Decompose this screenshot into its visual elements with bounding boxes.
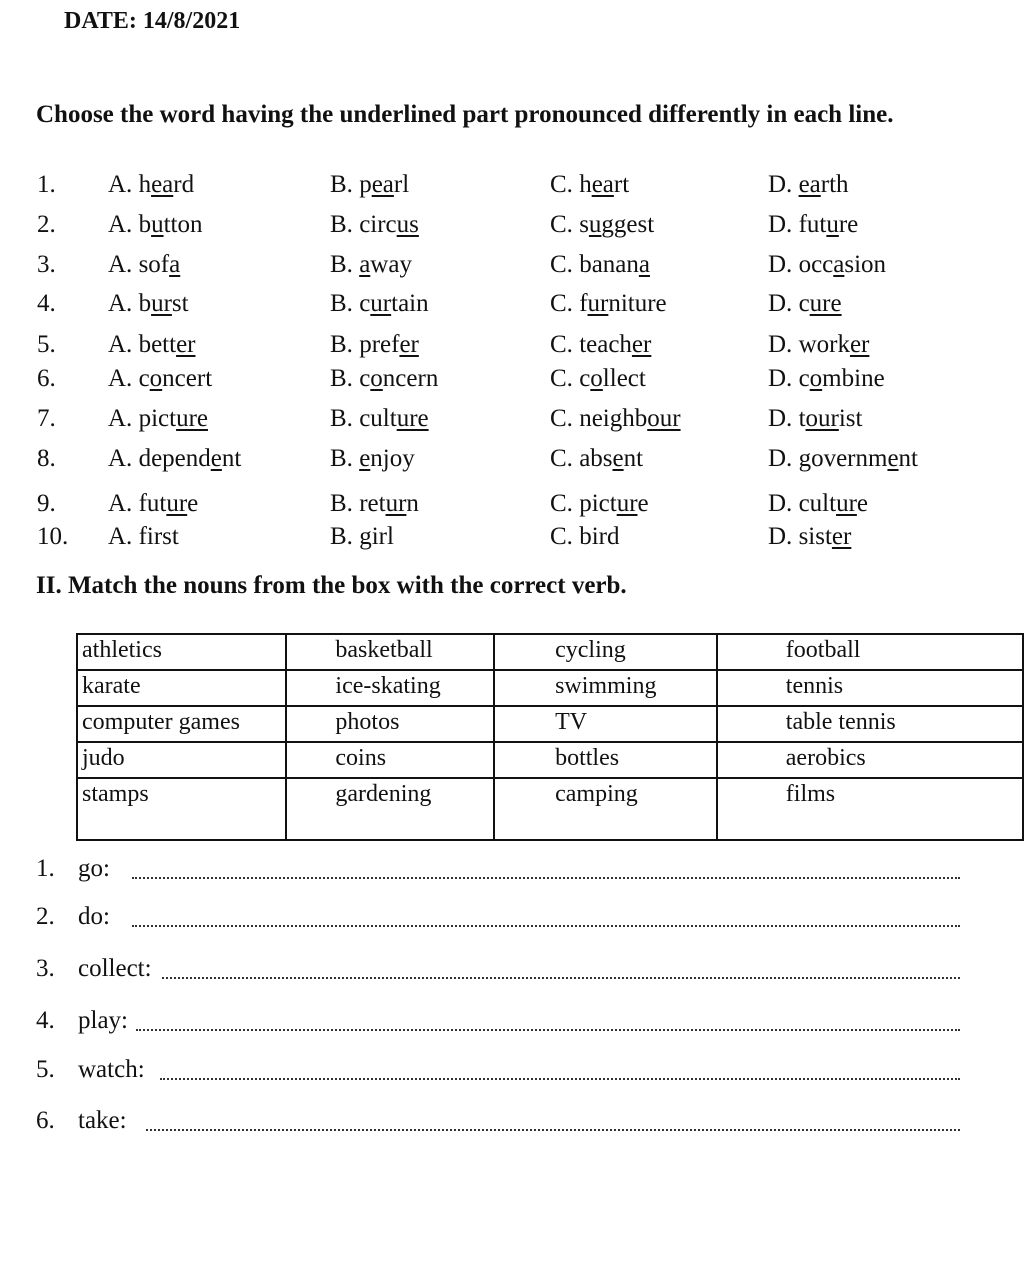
answer-option — [108, 445, 241, 473]
question-row — [0, 290, 1024, 324]
answer-option — [768, 290, 842, 318]
word-part: t — [798, 405, 806, 432]
word-part: governm — [798, 445, 888, 472]
box-cell: table tennis — [717, 706, 1023, 742]
underlined-part: u — [588, 211, 602, 238]
word-part: c — [138, 365, 150, 392]
word-part: rl — [393, 171, 410, 198]
underlined-part: e — [359, 445, 371, 472]
option-label: A. — [108, 405, 139, 432]
underlined-part: ur — [385, 490, 407, 517]
underlined-part: ea — [151, 171, 174, 198]
answer-option — [768, 405, 862, 433]
underlined-part: er — [631, 331, 652, 358]
word-part: banan — [579, 251, 639, 278]
dotted-line — [146, 1129, 960, 1131]
option-label: C. — [550, 171, 580, 198]
word-part: e — [187, 490, 199, 517]
question-row — [0, 171, 1024, 205]
word-part: ggest — [601, 211, 655, 238]
option-label: B. — [330, 405, 360, 432]
underlined-part: e — [887, 445, 899, 472]
word-part: fut — [138, 490, 167, 517]
word-part: depend — [138, 445, 211, 472]
underlined-part: ur — [166, 490, 188, 517]
option-label: D. — [768, 523, 799, 550]
answer-option — [108, 405, 208, 433]
word-part: nt — [623, 445, 644, 472]
option-label: D. — [768, 290, 799, 317]
option-label: D. — [768, 171, 799, 198]
word-part: ncert — [162, 365, 213, 392]
word-part: work — [798, 331, 850, 358]
option-label: C. — [550, 365, 580, 392]
word-part: llect — [602, 365, 646, 392]
option-label: A. — [108, 331, 139, 358]
answer-number: 6. — [36, 1107, 55, 1134]
section-2-heading: II. Match the nouns from the box with the correct verb. — [36, 572, 627, 599]
answer-option — [550, 290, 667, 318]
question-row — [0, 251, 1024, 285]
underlined-part: o — [590, 365, 603, 392]
underlined-part: er — [849, 331, 870, 358]
option-label: A. — [108, 211, 139, 238]
question-number: 9. — [37, 490, 56, 517]
option-label: C. — [550, 490, 580, 517]
box-cell: gardening — [286, 778, 494, 840]
question-number: 1. — [37, 171, 56, 198]
underlined-part: er — [399, 331, 419, 358]
question-row — [0, 445, 1024, 479]
word-part: occ — [798, 251, 834, 278]
verb-label: play: — [78, 1007, 128, 1034]
answer-line — [36, 1107, 960, 1141]
option-label: A. — [108, 445, 139, 472]
answer-option — [768, 251, 886, 279]
dotted-line — [160, 1078, 960, 1080]
answer-option — [768, 171, 849, 199]
word-part: teach — [579, 331, 632, 358]
option-label: C. — [550, 445, 580, 472]
answer-number: 2. — [36, 903, 55, 930]
box-cell: football — [717, 634, 1023, 670]
underlined-part: ea — [591, 171, 614, 198]
answer-option — [108, 331, 195, 359]
underlined-part: o — [370, 365, 383, 392]
question-number: 6. — [37, 365, 56, 392]
word-part: c — [798, 365, 810, 392]
verb-label: collect: — [78, 955, 152, 982]
word-part: e — [637, 490, 649, 517]
option-label: A. — [108, 251, 139, 278]
answer-option — [108, 365, 212, 393]
word-part: f — [579, 290, 588, 317]
box-cell: TV — [494, 706, 717, 742]
word-part: nt — [221, 445, 242, 472]
box-cell: camping — [494, 778, 717, 840]
word-part: c — [359, 290, 371, 317]
dotted-line — [162, 977, 960, 979]
word-part: ret — [359, 490, 386, 517]
word-part: n — [406, 490, 419, 517]
answer-line — [36, 955, 960, 989]
option-label: B. — [330, 523, 360, 550]
option-label: D. — [768, 445, 799, 472]
answer-number: 4. — [36, 1007, 55, 1034]
answer-option — [550, 445, 643, 473]
box-cell: stamps — [77, 778, 286, 840]
option-label: B. — [330, 290, 360, 317]
option-label: D. — [768, 365, 799, 392]
option-label: A. — [108, 290, 139, 317]
word-part: c — [359, 365, 371, 392]
answer-option — [330, 523, 394, 551]
option-label: C. — [550, 523, 580, 550]
word-part: niture — [608, 290, 667, 317]
verb-label: watch: — [78, 1056, 145, 1083]
answer-option — [108, 490, 198, 518]
option-label: B. — [330, 211, 360, 238]
underlined-part: a — [169, 251, 181, 278]
question-row — [0, 331, 1024, 365]
question-row — [0, 523, 1024, 557]
word-part: s — [579, 211, 589, 238]
word-part: mbine — [822, 365, 885, 392]
word-part: cult — [798, 490, 837, 517]
dotted-line — [132, 925, 960, 927]
underlined-part: e — [612, 445, 624, 472]
question-row — [0, 490, 1024, 524]
answer-option — [768, 211, 858, 239]
question-number: 10. — [37, 523, 69, 550]
underlined-part: ur — [587, 290, 609, 317]
answer-option — [550, 331, 651, 359]
option-label: C. — [550, 331, 580, 358]
word-part: girl — [359, 523, 394, 550]
box-cell: bottles — [494, 742, 717, 778]
box-row — [77, 670, 1023, 706]
answer-line — [36, 1056, 960, 1090]
question-row — [0, 211, 1024, 245]
word-part: pict — [138, 405, 177, 432]
answer-option — [108, 523, 179, 551]
underlined-part: o — [809, 365, 823, 392]
word-part: ncern — [382, 365, 439, 392]
box-cell: photos — [286, 706, 494, 742]
option-label: B. — [330, 365, 360, 392]
word-part: re — [838, 211, 859, 238]
option-label: A. — [108, 171, 139, 198]
box-cell: tennis — [717, 670, 1023, 706]
verb-label: take: — [78, 1107, 127, 1134]
box-row — [77, 706, 1023, 742]
word-part: st — [171, 290, 189, 317]
box-cell: basketball — [286, 634, 494, 670]
answer-option — [330, 251, 412, 279]
option-label: D. — [768, 405, 799, 432]
word-part: pict — [579, 490, 617, 517]
underlined-part: u — [151, 211, 164, 238]
underlined-part: o — [149, 365, 163, 392]
word-part: rd — [173, 171, 195, 198]
word-part: b — [138, 290, 152, 317]
option-label: C. — [550, 290, 580, 317]
answer-option — [330, 171, 409, 199]
box-cell: ice-skating — [286, 670, 494, 706]
answer-option — [768, 490, 868, 518]
box-row — [77, 742, 1023, 778]
answer-option — [330, 490, 419, 518]
underlined-part: us — [396, 211, 419, 238]
box-cell: cycling — [494, 634, 717, 670]
box-cell: swimming — [494, 670, 717, 706]
underlined-part: ure — [396, 405, 429, 432]
answer-option — [108, 171, 194, 199]
verb-label: go: — [78, 855, 110, 882]
option-label: D. — [768, 251, 799, 278]
box-row — [77, 634, 1023, 670]
word-part: e — [856, 490, 868, 517]
option-label: B. — [330, 490, 360, 517]
box-cell: aerobics — [717, 742, 1023, 778]
answer-line — [36, 903, 960, 937]
answer-number: 3. — [36, 955, 55, 982]
question-number: 4. — [37, 290, 56, 317]
answer-option — [330, 331, 419, 359]
word-part: nt — [898, 445, 918, 472]
answer-option — [550, 171, 629, 199]
underlined-part: ur — [616, 490, 638, 517]
answer-number: 5. — [36, 1056, 55, 1083]
box-cell: computer games — [77, 706, 286, 742]
word-part: b — [138, 211, 152, 238]
answer-line — [36, 855, 960, 889]
answer-option — [550, 523, 619, 551]
question-number: 7. — [37, 405, 56, 432]
answer-number: 1. — [36, 855, 55, 882]
answer-option — [550, 211, 654, 239]
word-part: sist — [798, 523, 832, 550]
underlined-part: u — [826, 211, 839, 238]
word-part: ist — [838, 405, 863, 432]
word-part: tain — [391, 290, 429, 317]
word-part: bett — [138, 331, 177, 358]
option-label: A. — [108, 365, 139, 392]
word-part: h — [138, 171, 152, 198]
question-number: 5. — [37, 331, 56, 358]
answer-option — [108, 290, 189, 318]
word-part: bird — [579, 523, 620, 550]
option-label: C. — [550, 211, 580, 238]
underlined-part: a — [638, 251, 650, 278]
underlined-part: ur — [151, 290, 172, 317]
answer-option — [330, 365, 438, 393]
word-part: tton — [163, 211, 203, 238]
answer-option — [108, 211, 202, 239]
answer-option — [108, 251, 180, 279]
box-cell: coins — [286, 742, 494, 778]
word-part: pref — [359, 331, 400, 358]
word-part: p — [359, 171, 372, 198]
word-part: c — [798, 290, 810, 317]
underlined-part: er — [831, 523, 852, 550]
word-part: rt — [613, 171, 630, 198]
answer-option — [768, 523, 851, 551]
word-part: h — [579, 171, 592, 198]
answer-option — [550, 405, 681, 433]
word-part: njoy — [370, 445, 415, 472]
answer-option — [330, 445, 415, 473]
noun-box — [76, 633, 1024, 841]
box-cell: films — [717, 778, 1023, 840]
section-1-heading: Choose the word having the underlined part pronounced differently in each line. — [36, 101, 894, 128]
answer-option — [330, 405, 429, 433]
underlined-part: ur — [836, 490, 857, 517]
answer-option — [330, 290, 429, 318]
question-number: 8. — [37, 445, 56, 472]
question-number: 3. — [37, 251, 56, 278]
option-label: B. — [330, 331, 360, 358]
underlined-part: ea — [371, 171, 394, 198]
answer-option — [768, 445, 918, 473]
box-cell: judo — [77, 742, 286, 778]
box-cell: karate — [77, 670, 286, 706]
underlined-part: ure — [176, 405, 208, 432]
option-label: B. — [330, 445, 360, 472]
underlined-part: e — [210, 445, 222, 472]
answer-option — [330, 211, 419, 239]
dotted-line — [132, 877, 960, 879]
underlined-part: ure — [809, 290, 842, 317]
date: DATE: 14/8/2021 — [64, 8, 241, 34]
word-part: way — [370, 251, 412, 278]
option-label: D. — [768, 331, 799, 358]
underlined-part: a — [833, 251, 845, 278]
word-part: first — [138, 523, 179, 550]
answer-option — [550, 251, 650, 279]
word-part: neighb — [579, 405, 648, 432]
dotted-line — [136, 1029, 960, 1031]
word-part: c — [579, 365, 591, 392]
box-row — [77, 778, 1023, 840]
answer-option — [768, 365, 885, 393]
word-part: sof — [138, 251, 170, 278]
question-row — [0, 365, 1024, 399]
option-label: D. — [768, 211, 799, 238]
option-label: A. — [108, 523, 139, 550]
answer-option — [550, 490, 649, 518]
word-part: abs — [579, 445, 613, 472]
option-label: B. — [330, 171, 360, 198]
option-label: A. — [108, 490, 139, 517]
word-part: cult — [359, 405, 397, 432]
underlined-part: our — [647, 405, 681, 432]
underlined-part: ur — [370, 290, 392, 317]
option-label: C. — [550, 405, 580, 432]
answer-line — [36, 1007, 960, 1041]
question-row — [0, 405, 1024, 439]
underlined-part: our — [805, 405, 839, 432]
question-number: 2. — [37, 211, 56, 238]
underlined-part: er — [176, 331, 196, 358]
box-cell: athletics — [77, 634, 286, 670]
word-part: fut — [798, 211, 827, 238]
underlined-part: ea — [798, 171, 821, 198]
underlined-part: a — [359, 251, 371, 278]
option-label: B. — [330, 251, 360, 278]
answer-option — [550, 365, 646, 393]
answer-option — [768, 331, 869, 359]
word-part: rth — [820, 171, 849, 198]
option-label: D. — [768, 490, 799, 517]
option-label: C. — [550, 251, 580, 278]
word-part: sion — [844, 251, 887, 278]
word-part: circ — [359, 211, 397, 238]
verb-label: do: — [78, 903, 110, 930]
